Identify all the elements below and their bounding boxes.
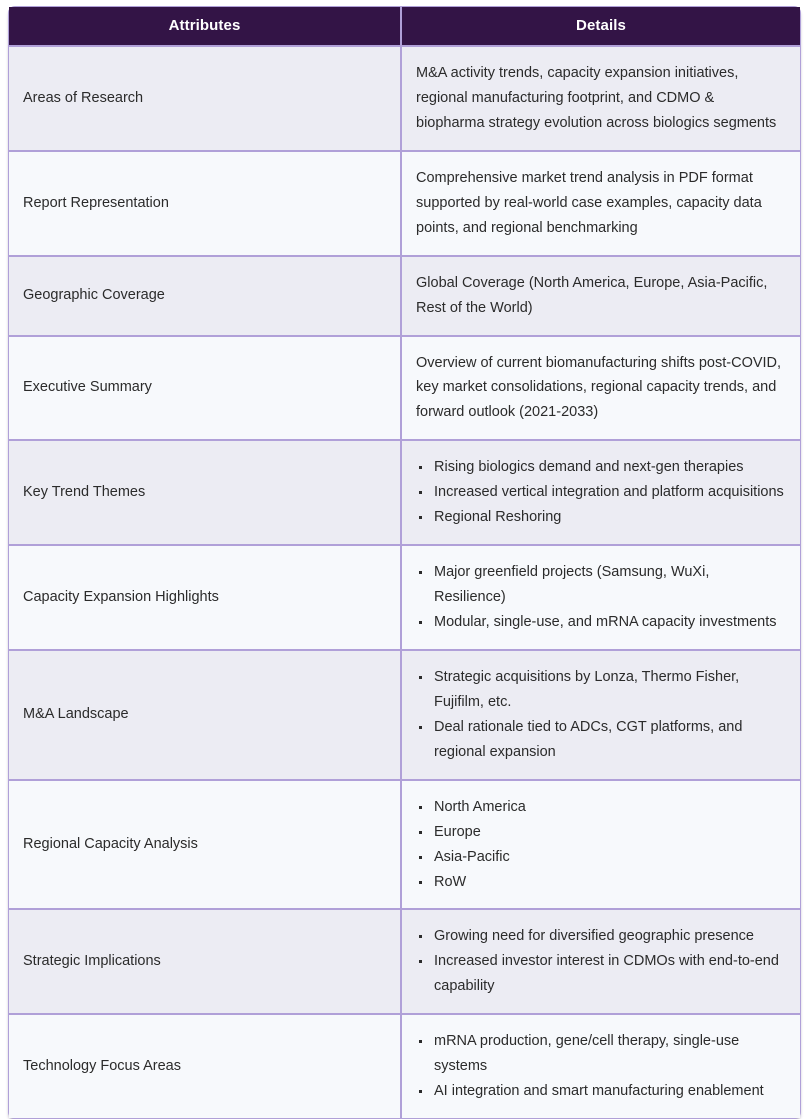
- column-header-attributes: Attributes: [9, 7, 401, 46]
- table-body: [9, 46, 800, 1118]
- attribute-cell: Strategic Implications: [9, 909, 401, 1014]
- details-cell: [401, 336, 800, 441]
- details-cell: [401, 780, 800, 910]
- specification-table: [9, 7, 800, 1118]
- table-row: [9, 256, 800, 336]
- details-bullet-list: [416, 795, 784, 895]
- details-bullet-item: mRNA production, gene/cell therapy, single-use systems: [416, 1029, 784, 1079]
- attribute-cell: Executive Summary: [9, 336, 401, 441]
- attribute-cell: Areas of Research: [9, 46, 401, 151]
- details-bullet-item: Increased investor interest in CDMOs with end-to-end capability: [416, 949, 784, 999]
- details-bullet-item: Rising biologics demand and next-gen therapies: [416, 455, 784, 480]
- details-cell: [401, 46, 800, 151]
- attribute-cell: Capacity Expansion Highlights: [9, 545, 401, 650]
- details-bullet-item: Regional Reshoring: [416, 505, 784, 530]
- details-bullet-list: [416, 1029, 784, 1104]
- details-cell: [401, 650, 800, 780]
- details-bullet-item: Modular, single-use, and mRNA capacity investments: [416, 610, 784, 635]
- details-bullet-list: [416, 665, 784, 765]
- specification-table-container: [8, 6, 801, 1119]
- column-header-details: Details: [401, 7, 800, 46]
- details-bullet-item: Major greenfield projects (Samsung, WuXi, Resilience): [416, 560, 784, 610]
- details-bullet-item: AI integration and smart manufacturing enablement: [416, 1079, 784, 1104]
- table-row: [9, 545, 800, 650]
- attribute-cell: Report Representation: [9, 151, 401, 256]
- details-bullet-item: Europe: [416, 820, 784, 845]
- details-bullet-item: Increased vertical integration and platform acquisitions: [416, 480, 784, 505]
- details-cell: [401, 909, 800, 1014]
- attribute-cell: Regional Capacity Analysis: [9, 780, 401, 910]
- attribute-cell: Key Trend Themes: [9, 440, 401, 545]
- table-header-row: [9, 7, 800, 46]
- table-row: [9, 909, 800, 1014]
- details-cell: [401, 151, 800, 256]
- details-bullet-item: Asia-Pacific: [416, 845, 784, 870]
- details-bullet-list: [416, 560, 784, 635]
- details-cell: [401, 545, 800, 650]
- attribute-cell: M&A Landscape: [9, 650, 401, 780]
- details-cell: [401, 440, 800, 545]
- table-row: [9, 151, 800, 256]
- attribute-cell: Geographic Coverage: [9, 256, 401, 336]
- details-cell: [401, 256, 800, 336]
- details-bullet-item: Strategic acquisitions by Lonza, Thermo Fisher, Fujifilm, etc.: [416, 665, 784, 715]
- table-row: [9, 650, 800, 780]
- details-paragraph: Overview of current biomanufacturing shifts post-COVID, key market consolidations, regional capacity trends, and forward outlook (2021-2033): [416, 354, 782, 421]
- details-bullet-item: North America: [416, 795, 784, 820]
- table-row: [9, 46, 800, 151]
- details-bullet-item: RoW: [416, 870, 784, 895]
- table-row: [9, 336, 800, 441]
- details-bullet-item: Deal rationale tied to ADCs, CGT platforms, and regional expansion: [416, 715, 784, 765]
- table-row: [9, 1014, 800, 1118]
- details-bullet-list: [416, 924, 784, 999]
- details-paragraph: Comprehensive market trend analysis in PDF format supported by real-world case examples, capacity data points, and regional benchmarking: [416, 169, 762, 236]
- details-cell: [401, 1014, 800, 1118]
- details-paragraph: Global Coverage (North America, Europe, Asia-Pacific, Rest of the World): [416, 274, 768, 316]
- details-bullet-item: Growing need for diversified geographic presence: [416, 924, 784, 949]
- table-row: [9, 440, 800, 545]
- details-paragraph: M&A activity trends, capacity expansion initiatives, regional manufacturing footprint, and CDMO & biopharma strategy evolution across biologics segments: [416, 65, 777, 131]
- table-row: [9, 780, 800, 910]
- table-header: [9, 7, 800, 46]
- details-bullet-list: [416, 455, 784, 530]
- attribute-cell: Technology Focus Areas: [9, 1014, 401, 1118]
